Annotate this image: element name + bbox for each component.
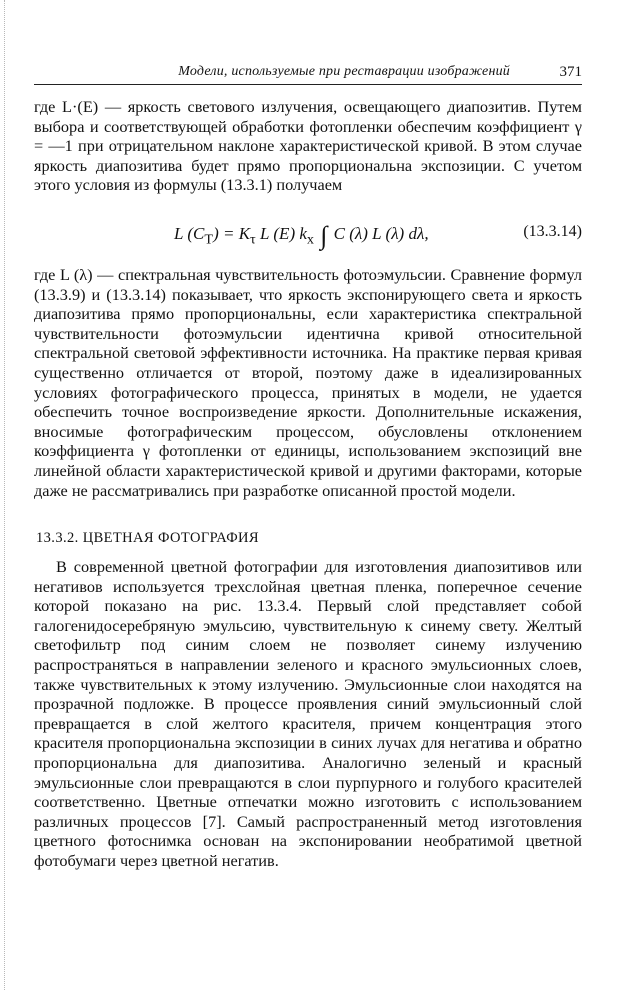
book-page	[34, 58, 582, 871]
formula-lhs-close: ) = K	[213, 223, 251, 243]
running-title: Модели, используемые при реставрации изображений	[178, 64, 510, 79]
page-edge-rule	[4, 0, 5, 990]
formula-k-sub: τ	[250, 231, 256, 248]
running-head	[34, 58, 582, 85]
formula-kx-sub: x	[306, 231, 314, 248]
formula-lhs: L (C	[174, 223, 205, 243]
page-number: 371	[559, 64, 582, 80]
paragraph-1: где L·(E) — яркость светового излучения, освещающего диапозитив. Путем выбора и соответствующей обработки фотопленки обеспечим коэффициент γ = —1 при отрицательном наклоне характеристической кривой. В этом случае яркость диапозитива будет прямо пропорциональна экспозиции. С учетом этого условия из формулы (13.3.1) получаем	[34, 97, 582, 195]
paragraph-3: В современной цветной фотографии для изготовления диапозитивов или негативов используется трехслойная цветная пленка, поперечное сечение которой показано на рис. 13.3.4. Первый слой представляет собой галогенидосеребряную эмульсию, чувствительную к синему свету. Желтый светофильтр под синим слоем не позволяет синему излучению распространяться в направлении зеленого и красного эмульсионных слоев, также чувствительных к этому излучению. Эмульсионные слои находятся на прозрачной подложке. В процессе проявления синий эмульсионный слой превращается в слой желтого красителя, причем концентрация этого красителя пропорциональна экспозиции в синих лучах для негатива и обратно пропорциональна для диапозитива. Аналогично зеленый и красный эмульсионные слои превращаются в слои пурпурного и голубого красителей соответственно. Цветные отпечатки можно изготовить с использованием различных процессов [7]. Самый распространенный метод изготовления цветного фотоснимка основан на экспонировании необратимой цветной фотобумаги через цветной негатив.	[34, 557, 582, 870]
integral-sign: ∫	[320, 220, 328, 250]
formula-lhs-sub: T	[204, 231, 214, 248]
formula	[174, 221, 429, 251]
formula-rhs: C (λ) L (λ) dλ,	[333, 223, 429, 243]
equation-number: (13.3.14)	[523, 222, 582, 240]
equation-13-3-14	[34, 205, 582, 265]
paragraph-2: где L (λ) — спектральная чувствительность фотоэмульсии. Сравнение формул (13.3.9) и (13.3.14) показывает, что яркость экспонирующего света и яркость диапозитива прямо пропорциональны, если характеристика спектральной чувствительности фотоэмульсии идентична кривой относительной спектральной световой эффективности источника. На практике первая кривая существенно отличается от второй, поэтому даже в идеализированных условиях фотографического процесса, принятых в модели, не удается обеспечить точное воспроизведение яркости. Дополнительные искажения, вносимые фотографическим процессом, обусловлены отклонением коэффициента γ фотопленки от единицы, использованием экспозиций вне линейной области характеристической кривой и другими факторами, которые даже не рассматривались при разработке описанной простой модели.	[34, 264, 582, 500]
section-heading: 13.3.2. ЦВЕТНАЯ ФОТОГРАФИЯ	[36, 530, 259, 547]
formula-mid: L (E) k	[260, 223, 307, 243]
